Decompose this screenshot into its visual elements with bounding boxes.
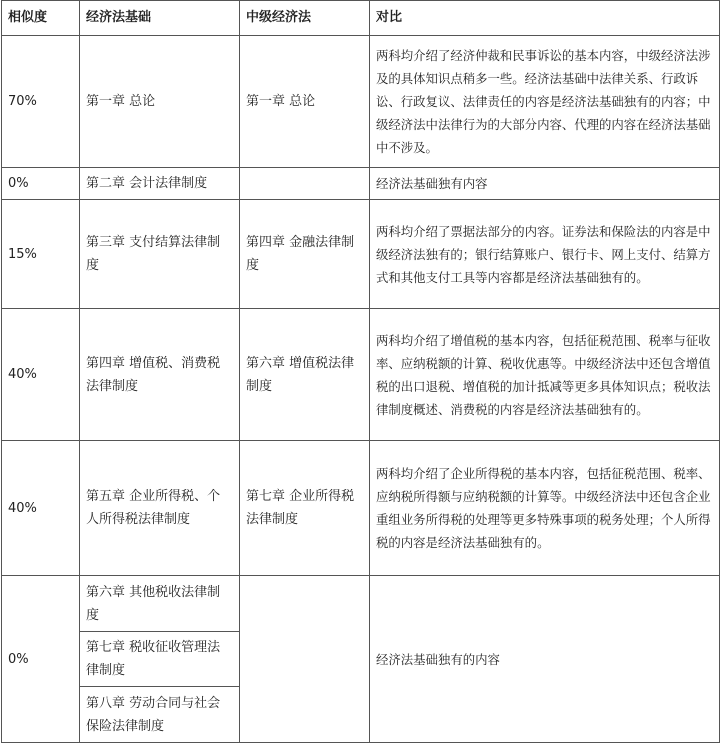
row1-basic: 第一章 总论	[79, 35, 240, 168]
row4-intermediate: 第六章 增值税法律制度	[239, 308, 370, 441]
row6-basic-item-2: 第七章 税收征收管理法律制度	[79, 631, 240, 687]
row4-comparison: 两科均介绍了增值税的基本内容，包括征税范围、税率与征收率、应纳税额的计算、税收优惠等。中级经济法中还包含增值税的出口退税、增值税的加计抵减等更多具体知识点；税收法律制度概述、消费税的内容是经济法基础独有的。	[369, 308, 720, 441]
row3-intermediate: 第四章 金融法律制度	[239, 199, 370, 309]
row2-basic: 第二章 会计法律制度	[79, 167, 240, 200]
row6-similarity: 0%	[1, 575, 80, 743]
row1-similarity: 70%	[1, 35, 80, 168]
row4-basic: 第四章 增值税、消费税法律制度	[79, 308, 240, 441]
header-intermediate: 中级经济法	[239, 0, 370, 36]
row1-intermediate: 第一章 总论	[239, 35, 370, 168]
row5-comparison: 两科均介绍了企业所得税的基本内容，包括征税范围、税率、应纳税所得额与应纳税额的计算等。中级经济法中还包含企业重组业务所得税的处理等更多特殊事项的税务处理；个人所得税的内容是经济法基础独有的。	[369, 440, 720, 576]
row6-basic-item-1: 第六章 其他税收法律制度	[79, 575, 240, 632]
row6-intermediate	[239, 575, 370, 743]
row5-intermediate: 第七章 企业所得税法律制度	[239, 440, 370, 576]
header-similarity: 相似度	[1, 0, 80, 36]
row5-basic: 第五章 企业所得税、个人所得税法律制度	[79, 440, 240, 576]
row2-intermediate	[239, 167, 370, 200]
row1-comparison: 两科均介绍了经济仲裁和民事诉讼的基本内容，中级经济法涉及的具体知识点稍多一些。经济法基础中法律关系、行政诉讼、行政复议、法律责任的内容是经济法基础独有的内容；中级经济法中法律行为的大部分内容、代理的内容在经济法基础中不涉及。	[369, 35, 720, 168]
comparison-table	[1, 0, 720, 743]
header-comparison: 对比	[369, 0, 720, 36]
row3-similarity: 15%	[1, 199, 80, 309]
row4-similarity: 40%	[1, 308, 80, 441]
row2-comparison: 经济法基础独有内容	[369, 167, 720, 200]
row5-similarity: 40%	[1, 440, 80, 576]
row6-basic-item-3: 第八章 劳动合同与社会保险法律制度	[79, 686, 240, 743]
row3-basic: 第三章 支付结算法律制度	[79, 199, 240, 309]
header-basic: 经济法基础	[79, 0, 240, 36]
row3-comparison: 两科均介绍了票据法部分的内容。证券法和保险法的内容是中级经济法独有的；银行结算账户、银行卡、网上支付、结算方式和其他支付工具等内容都是经济法基础独有的。	[369, 199, 720, 309]
row6-comparison: 经济法基础独有的内容	[369, 575, 720, 743]
row2-similarity: 0%	[1, 167, 80, 200]
